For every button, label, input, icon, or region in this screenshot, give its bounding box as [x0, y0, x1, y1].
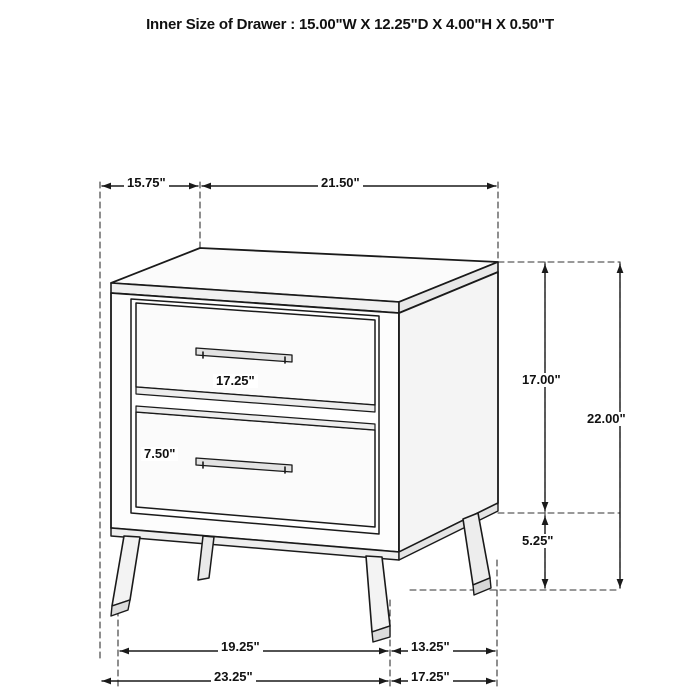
leg-back-right: [463, 513, 491, 595]
dim-label-7-50: 7.50": [141, 447, 178, 461]
dim-label-5-25: 5.25": [519, 534, 556, 548]
leg-front-left: [111, 536, 140, 616]
dim-label-23-25: 23.25": [211, 670, 256, 684]
dim-label-22-00: 22.00": [584, 412, 629, 426]
drawer-upper: [136, 303, 375, 412]
dim-label-17-00: 17.00": [519, 373, 564, 387]
dim-label-15-75: 15.75": [124, 176, 169, 190]
dim-label-17-25-depth: 17.25": [408, 670, 453, 684]
dim-label-19-25: 19.25": [218, 640, 263, 654]
dim-label-17-25-drawer: 17.25": [213, 374, 258, 388]
drawer-lower: [136, 406, 375, 527]
page-title: Inner Size of Drawer : 15.00"W X 12.25"D X 4.00"H X 0.50"T: [146, 16, 554, 33]
leg-front-right: [366, 556, 390, 642]
dim-label-21-50: 21.50": [318, 176, 363, 190]
dim-label-13-25: 13.25": [408, 640, 453, 654]
